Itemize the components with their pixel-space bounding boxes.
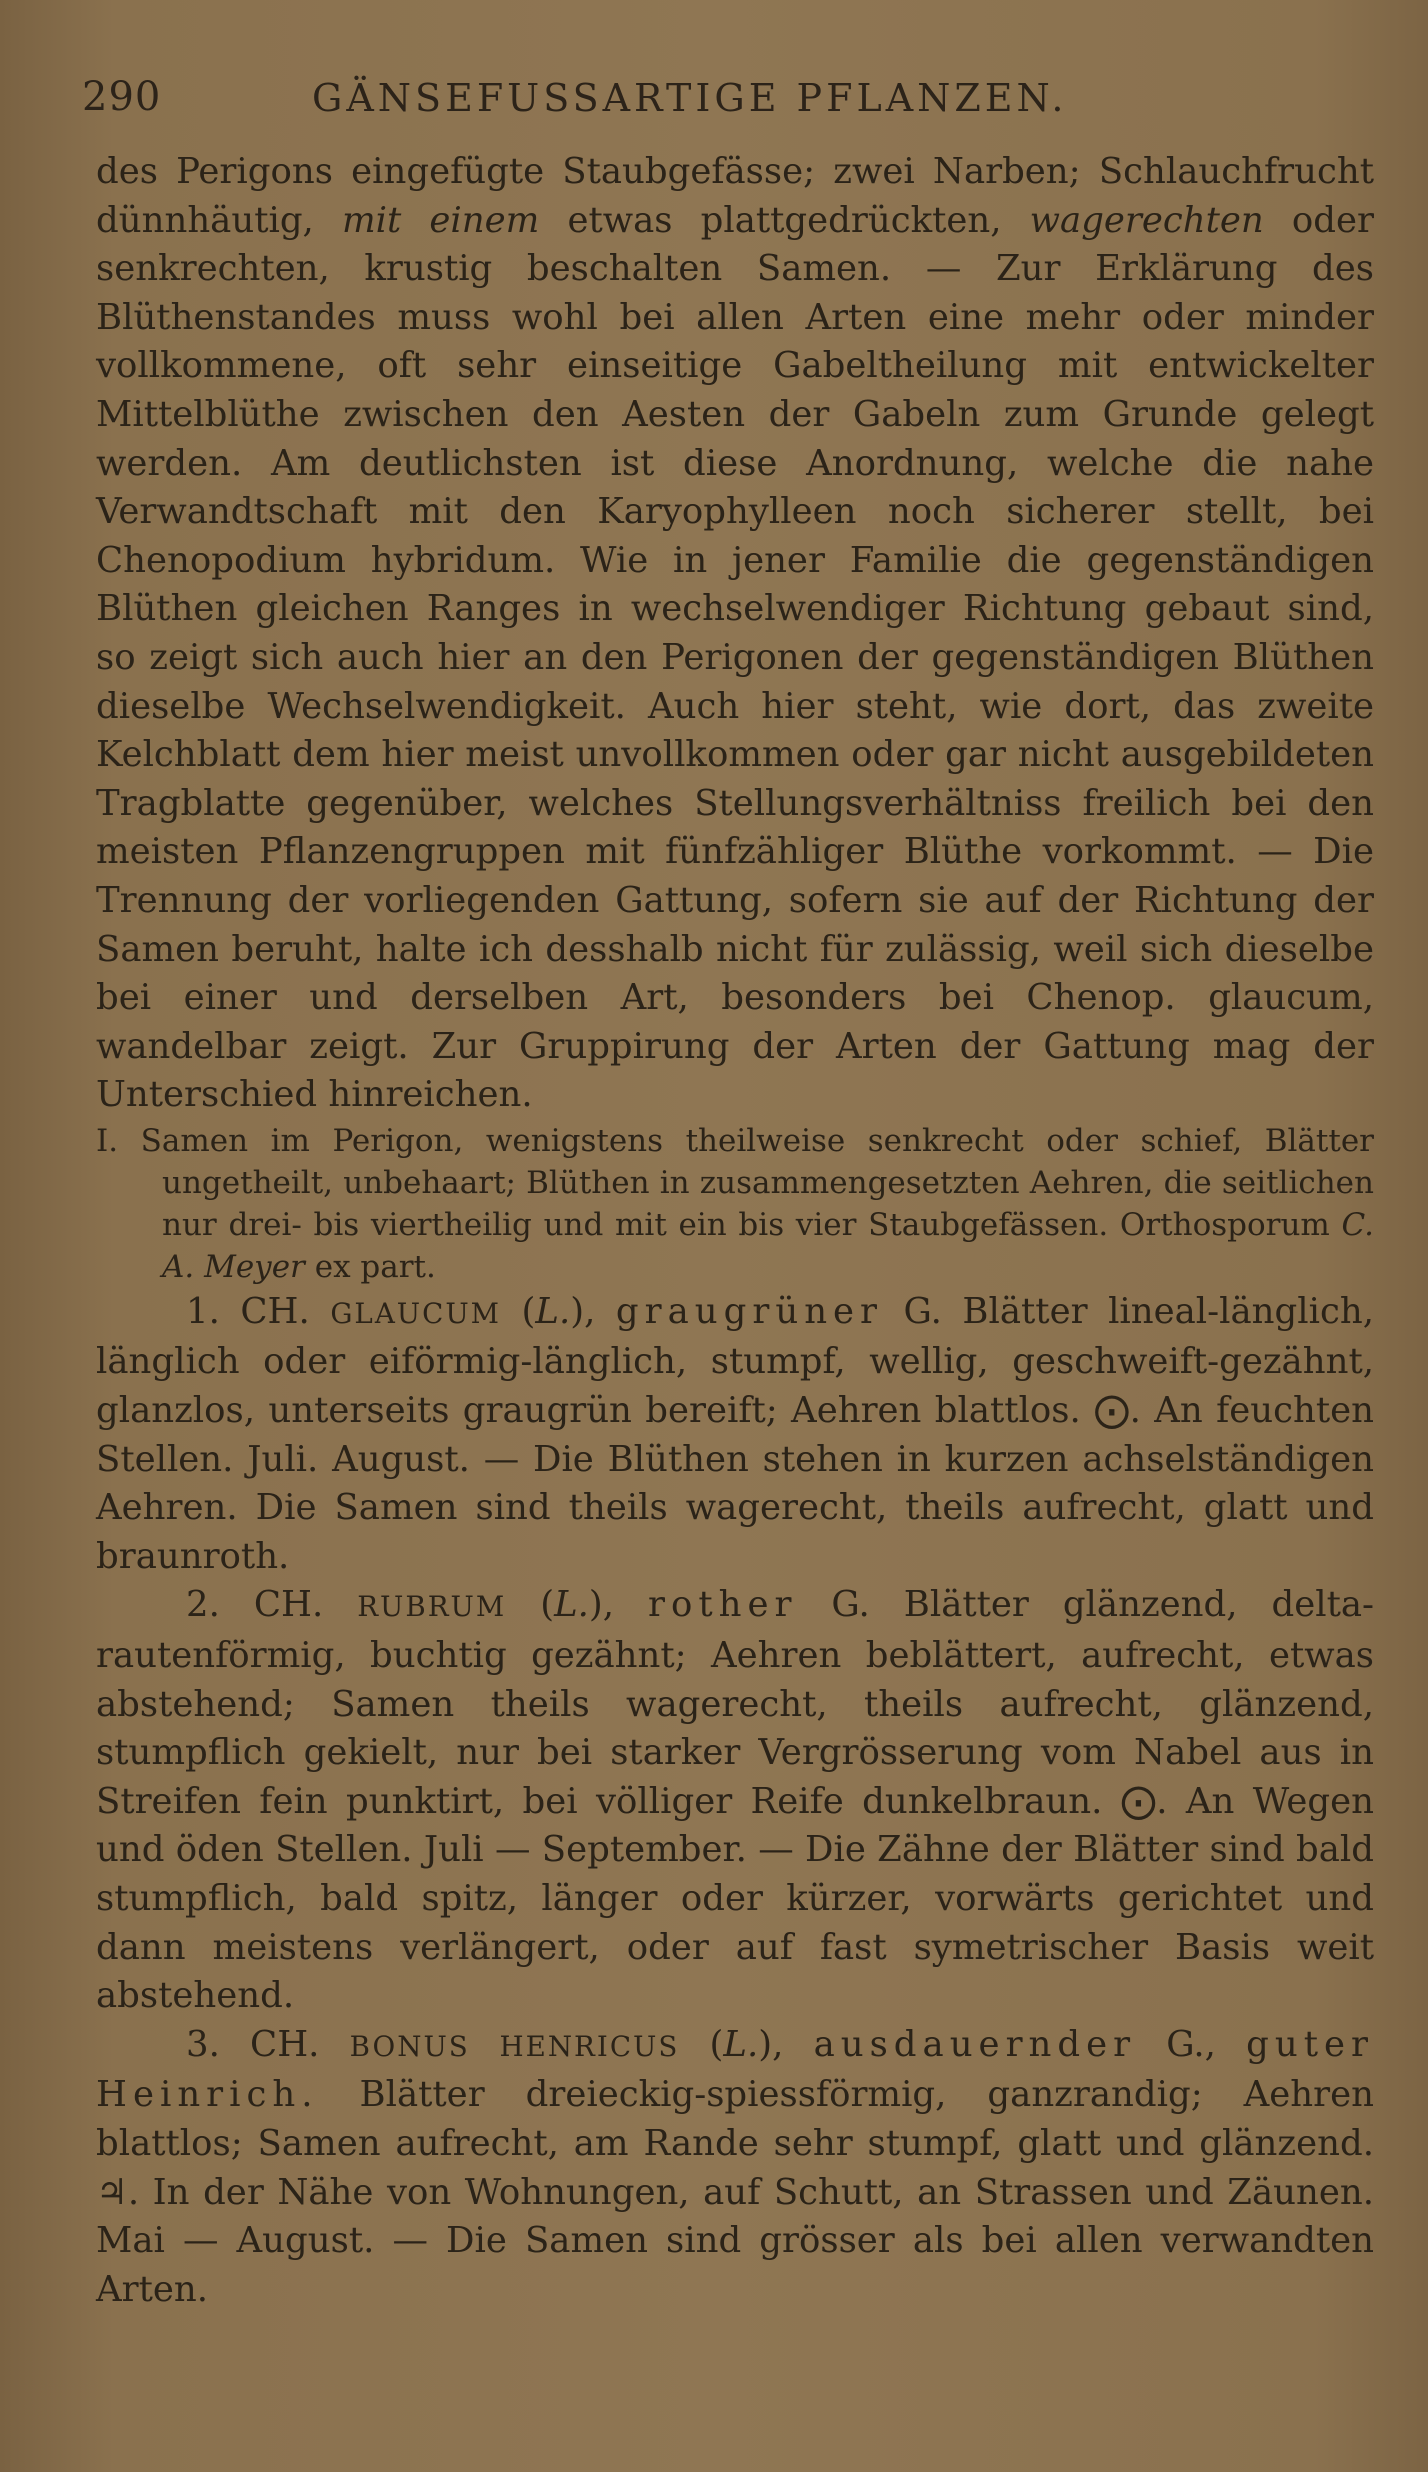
group-heading-i (96, 1120, 1374, 1288)
species-author: L. (554, 1584, 589, 1626)
species-common-name: graugrüner (615, 1290, 884, 1332)
group-i-tail: ex part. (304, 1248, 436, 1285)
species-common-name-2: guter Heinrich. (96, 2023, 1374, 2116)
species-common-tail: G., (1136, 2023, 1247, 2065)
species-habitat: . In der Nähe von Wohnungen, auf Schutt, an Strassen und Zäunen. Mai — August. — Die Samen sind grösser als bei allen verwandten Arten. (96, 2171, 1374, 2310)
species-entry-bonus-henricus: 3. CH. BONUS HENRICUS (L.), ausdauernder G., guter Heinrich. Blätter dreieckig-spiessförmig, ganzrandig; Aehren blattlos; Samen aufrecht, am Rande sehr stumpf, glatt und glänzend. ♃. In der Nähe von Wohnungen, auf Schutt, an Strassen und Zäunen. Mai — August. — Die Samen sind grösser als bei allen verwandten Arten. (96, 2023, 1374, 2310)
species-habitat: . An feuchten Stellen. Juli. August. — Die Blüthen stehen in kurzen achselständigen Aehren. Die Samen sind theils wagerecht, theils aufrecht, glatt und braunroth. (96, 1390, 1375, 1577)
species-common-tail: G. (797, 1584, 870, 1626)
annual-symbol-icon: ⨀ (1120, 1780, 1157, 1822)
species-description: Blätter lineal-länglich, länglich oder eiförmig-länglich, stumpf, wellig, geschweift-gezähnt, glanzlos, unterseits graugrün bereift; Aehren blattlos. (96, 1290, 1375, 1432)
intro-text-2: etwas plattgedrückten, (539, 199, 1030, 241)
species-description: Blätter glänzend, delta-rautenförmig, buchtig gezähnt; Aehren beblättert, aufrecht, etwas abstehend; Samen theils wagerecht, theils aufrecht, glänzend, stumpflich gekielt, nur bei starker Vergrösserung vom Nabel aus in Streifen fein punktirt, bei völliger Reife dunkelbraun. (96, 1584, 1374, 1822)
intro-paragraph (96, 148, 1374, 1120)
species-number: 3. CH. (186, 2023, 320, 2065)
intro-text-1: des Perigons eingefügte Staubgefässe; zwei Narben; Schlauchfrucht dünnhäutig, (96, 151, 1374, 241)
intro-text-3: oder senkrechten, krustig beschalten Samen. — Zur Erklärung des Blüthenstandes muss wohl bei allen Arten eine mehr oder minder vollkommene, oft sehr einseitige Gabeltheilung mit entwickelter Mittelblüthe zwischen den Aesten der Gabeln zum Grunde gelegt werden. Am deutlichsten ist diese Anordnung, welche die nahe Verwandtschaft mit den Karyophylleen noch sicherer stellt, bei Chenopodium hybridum. Wie in jener Familie die gegenständigen Blüthen gleichen Ranges in wechselwendiger Richtung gebaut sind, so zeigt sich auch hier an den Perigonen der gegenständigen Blüthen dieselbe Wechselwendigkeit. Auch hier steht, wie dort, das zweite Kelchblatt dem hier meist unvollkommen oder gar nicht ausgebildeten Tragblatte gegenüber, welches Stellungsverhältniss freilich bei den meisten Pflanzengruppen mit fünfzähliger Blüthe vorkommt. — Die Trennung der vorliegenden Gattung, sofern sie auf der Richtung der Samen beruht, halte ich desshalb nicht für zulässig, weil sich dieselbe bei einer und derselben Art, besonders bei Chenop. glaucum, wandelbar zeigt. Zur Gruppirung der Arten der Gattung mag der Unterschied hinreichen. (96, 199, 1375, 1116)
species-entry-glaucum: 1. CH. GLAUCUM (L.), graugrüner G. Blätter lineal-länglich, länglich oder eiförmig-länglich, stumpf, wellig, geschweift-gezähnt, glanzlos, unterseits graugrün bereift; Aehren blattlos. ⨀. An feuchten Stellen. Juli. August. — Die Blüthen stehen in kurzen achselständigen Aehren. Die Samen sind theils wagerecht, theils aufrecht, glatt und braunroth. (96, 1290, 1375, 1577)
species-name: RUBRUM (357, 1590, 507, 1624)
species-common-name: rother (648, 1584, 798, 1626)
species-common-name: ausdauernder (813, 2023, 1137, 2065)
group-i-text: I. Samen im Perigon, wenigstens theilweise senkrecht oder schief, Blätter ungetheilt, unbehaart; Blüthen in zusammengesetzten Aehren, die seitlichen nur drei- bis viertheilig und mit ein bis vier Staubgefässen. Orthosporum (96, 1122, 1374, 1243)
species-habitat: . An Wegen und öden Stellen. Juli — September. — Die Zähne der Blätter sind bald stumpflich, bald spitz, länger oder kürzer, vorwärts gerichtet und dann meistens verlängert, oder auf fast symetrischer Basis weit abstehend. (96, 1780, 1374, 2017)
perennial-symbol-icon: ♃ (96, 2171, 128, 2213)
running-title: GÄNSEFUSSARTIGE PFLANZEN. (312, 76, 1068, 120)
species-number: 2. CH. (186, 1584, 324, 1626)
page-header (82, 74, 1262, 134)
body-text (96, 148, 1374, 2314)
species-common-tail: G. (883, 1290, 942, 1332)
species-author: L. (723, 2023, 759, 2065)
species-name: BONUS HENRICUS (349, 2029, 680, 2063)
group-i-author: C. A. Meyer (162, 1206, 1374, 1285)
page-number: 290 (82, 74, 162, 120)
annual-symbol-icon: ⨀ (1094, 1390, 1130, 1432)
intro-italic-1: mit einem (341, 199, 540, 241)
species-number: 1. CH. (186, 1290, 310, 1332)
species-author: L. (535, 1290, 571, 1332)
species-name: GLAUCUM (330, 1296, 502, 1330)
species-entry-rubrum: 2. CH. RUBRUM (L.), rother G. Blätter glänzend, delta-rautenförmig, buchtig gezähnt; Aehren beblättert, aufrecht, etwas abstehend; Samen theils wagerecht, theils aufrecht, glänzend, stumpflich gekielt, nur bei starker Vergrösserung vom Nabel aus in Streifen fein punktirt, bei völliger Reife dunkelbraun. ⨀. An Wegen und öden Stellen. Juli — September. — Die Zähne der Blätter sind bald stumpflich, bald spitz, länger oder kürzer, vorwärts gerichtet und dann meistens verlängert, oder auf fast symetrischer Basis weit abstehend. (96, 1584, 1374, 2017)
species-description: Blätter dreieckig-spiessförmig, ganzrandig; Aehren blattlos; Samen aufrecht, am Rande sehr stumpf, glatt und glänzend. (96, 2074, 1374, 2164)
intro-italic-2: wagerechten (1029, 199, 1264, 241)
